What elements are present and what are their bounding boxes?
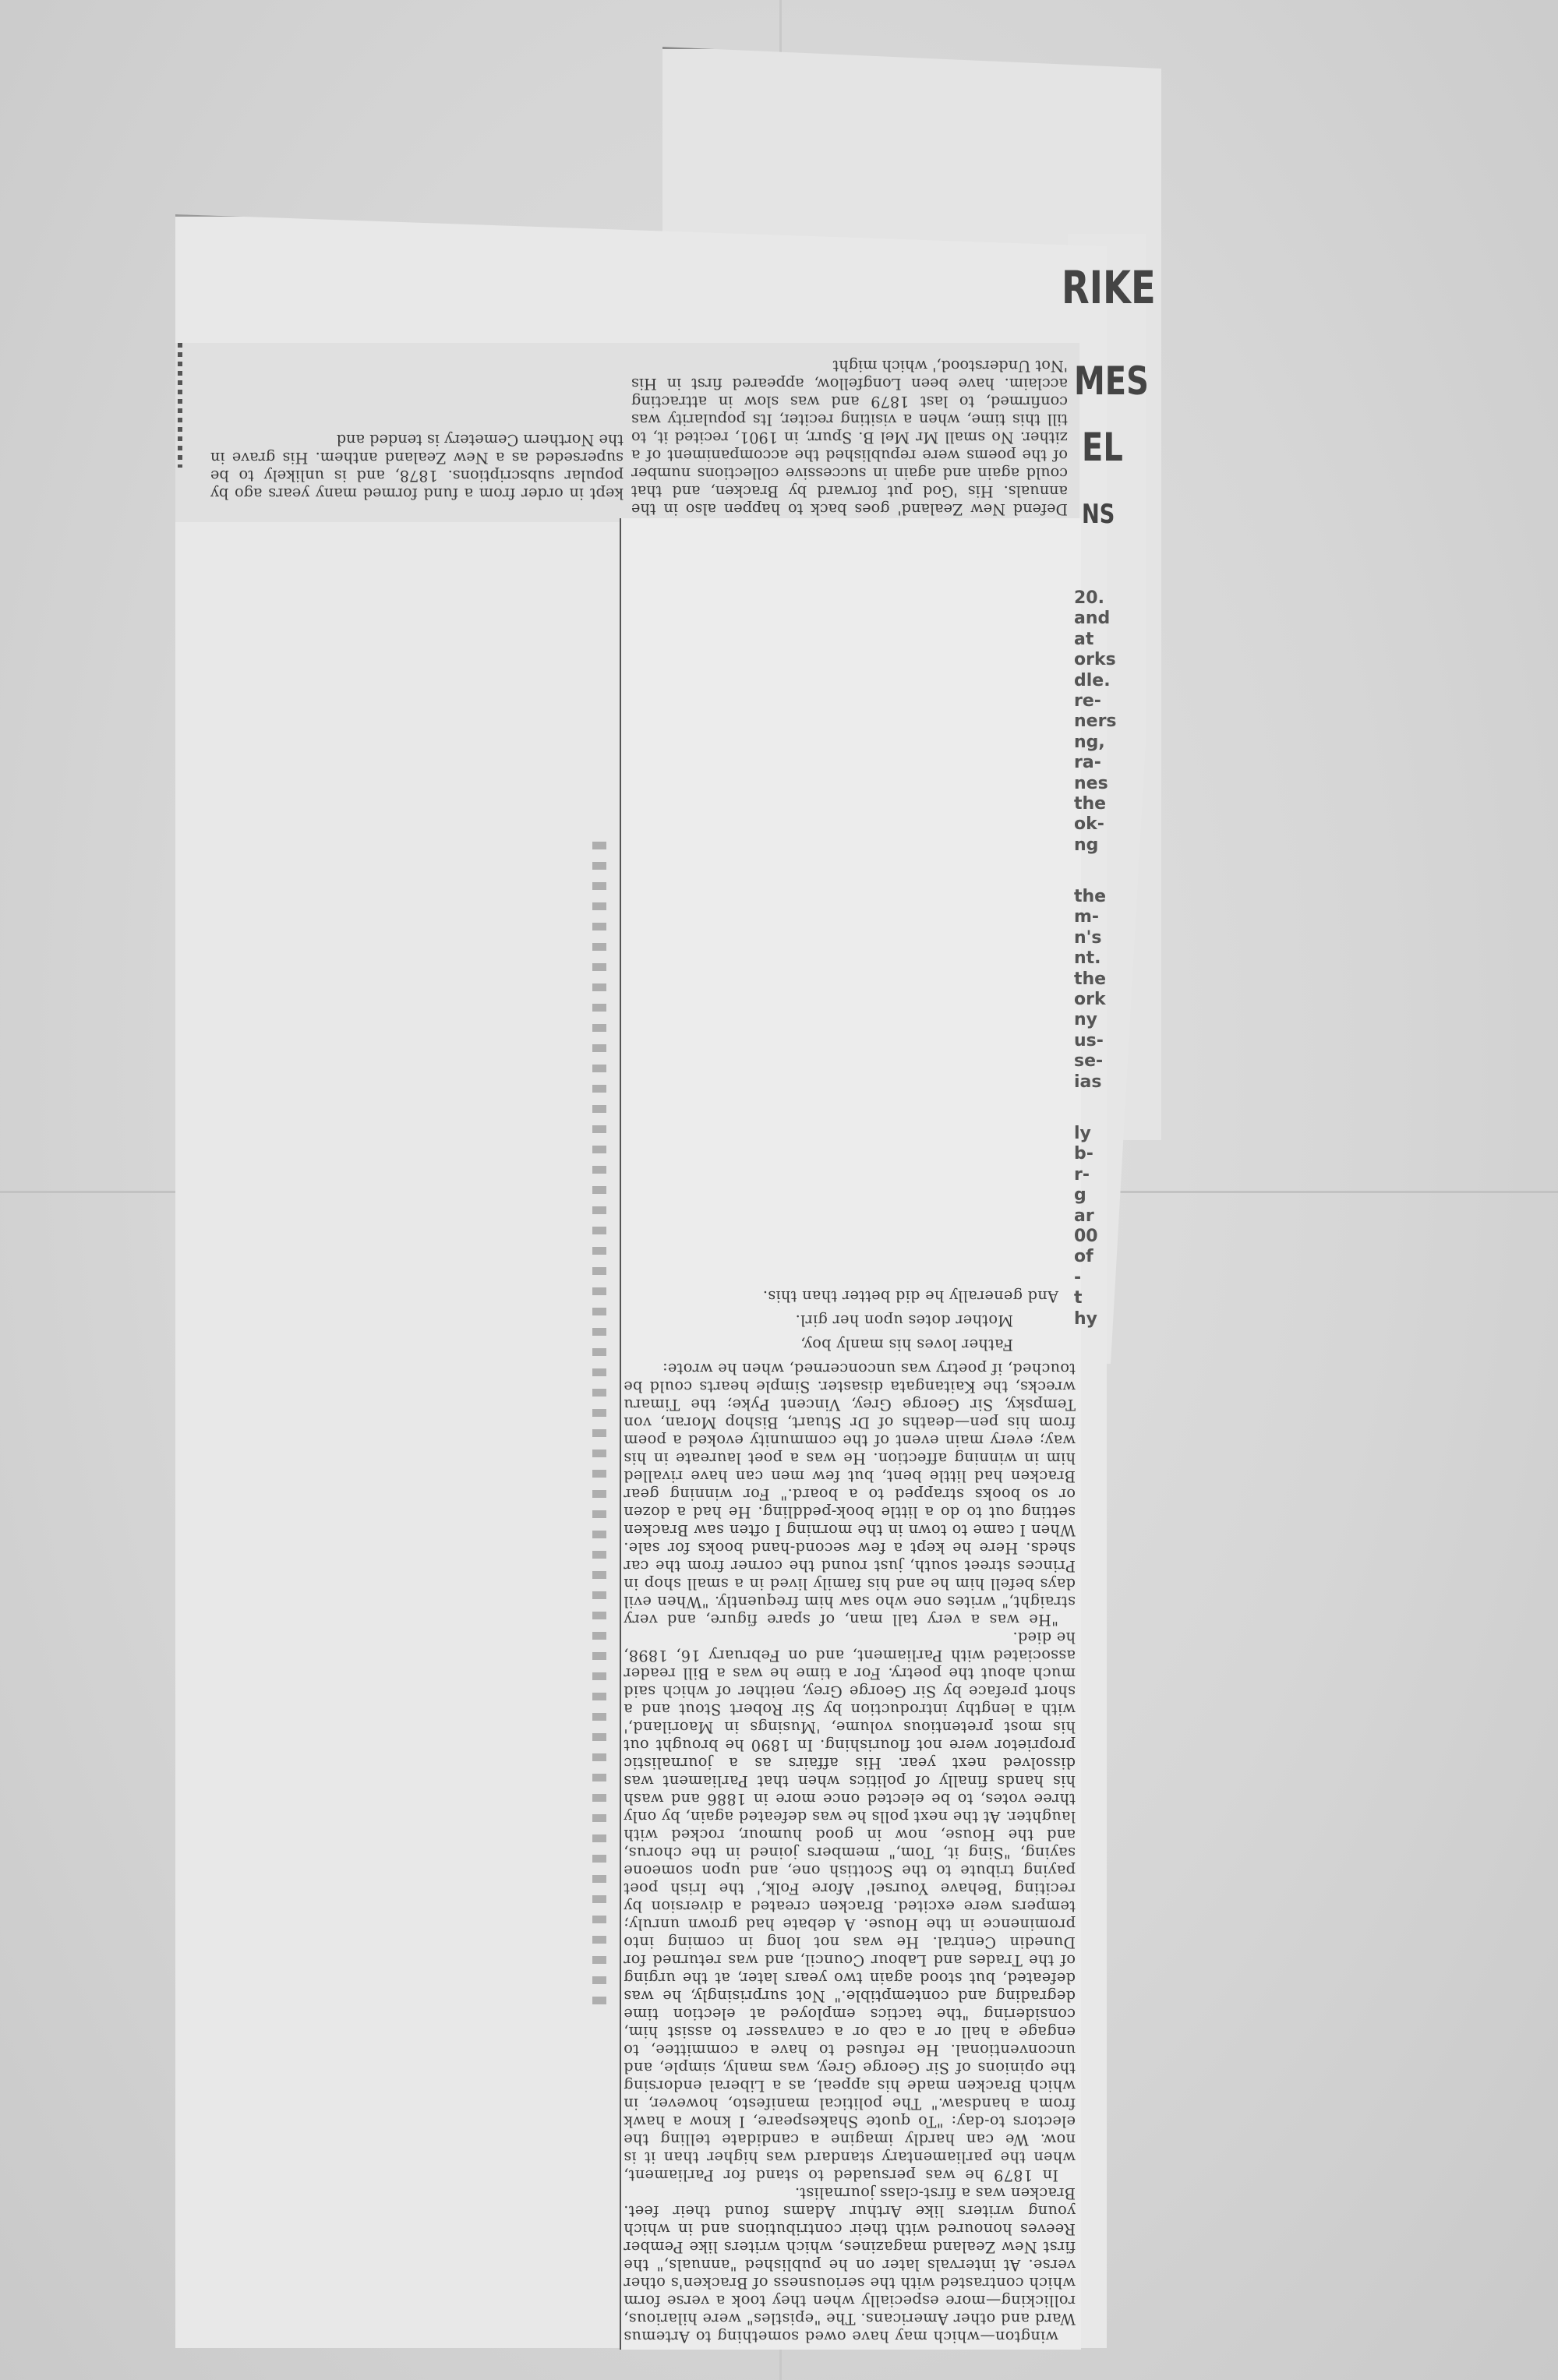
headline-fragment-ns: NS [1082, 499, 1115, 530]
headline-fragment-rike: RIKE [1062, 261, 1156, 314]
right-fragment-word: t [1074, 1288, 1083, 1308]
right-fragment-word: nes [1074, 773, 1108, 793]
right-fragment-word: ny [1074, 1010, 1098, 1030]
right-fragment-word: and [1074, 609, 1111, 629]
torn-edge-mark [592, 842, 606, 2011]
right-fragment-word: orks [1074, 650, 1116, 670]
article-paragraph: wington—which may have owed something to Artemus Ward and other Americans. The "epistles" were hilarious, rollicking—more especially when they took a verse form which contrasted with the seriousness of Bracken's other verse. At intervals later on he published "annuals," the first New Zealand magazines, which writers like Pember Reeves honoured with their contributions and in which young writers like Arthur Adams found their feet. Bracken was a first-class journalist. [624, 2184, 1076, 2346]
right-fragment-word: of [1074, 1247, 1093, 1267]
right-fragment-word: ng [1074, 835, 1099, 855]
right-fragment-word: - [1074, 1267, 1082, 1287]
right-fragment-word: ly [1074, 1123, 1091, 1143]
right-fragment-word: se- [1074, 1051, 1104, 1072]
headline-fragment-el: EL [1082, 425, 1123, 470]
right-fragment-word: at [1074, 629, 1094, 649]
right-fragment-word: b- [1074, 1144, 1093, 1164]
right-column-fragments [1074, 588, 1129, 1329]
right-fragment-word: the [1074, 969, 1107, 989]
right-fragment-word: ias [1074, 1072, 1102, 1092]
right-fragment-word: ork [1074, 990, 1106, 1010]
right-fragment-word: g [1074, 1185, 1086, 1206]
right-fragment-word: hy [1074, 1308, 1098, 1329]
right-fragment-word: 20. [1074, 588, 1104, 608]
right-fragment-word: dle. [1074, 670, 1111, 690]
right-fragment-word: n's [1074, 927, 1102, 948]
right-fragment-word: the [1074, 887, 1107, 907]
right-fragment-word: re- [1074, 690, 1101, 711]
right-fragment-word: ok- [1074, 814, 1104, 835]
clipping-upper-column-text: Defend New Zealand' goes back to happen also in the annuals. His 'God put forward by Bracken, and that could again and again in successive collections number of the poems were republished the accompaniment of a zither. No small Mr Mel B. Spurr, in 1901, recited it, to till this time, when a visiting reciter, Its popularity was confirmed, to last 1879 and was slow in attracting acclaim. have been Longfellow, appeared first in His 'Not Understood,' which might [631, 357, 1068, 518]
article-paragraph: And generally he did better than this. [762, 1287, 1058, 1305]
poem-line: Mother dotes upon her girl. [795, 1312, 1013, 1329]
clipping-top-text: kept in order from a fund formed many years ago by popular subscriptions. 1878, and is unlikely to be superseded as a New Zealand anthem. His grave in the Northern Cemetery is tended and [210, 431, 624, 503]
right-fragment-word: us- [1074, 1030, 1104, 1051]
right-fragment-word: ar [1074, 1206, 1094, 1226]
article-paragraph: In 1879 he was persuaded to stand for Parliament, when the parliamentary standard was higher than it is now. We can hardly imagine a candidate telling the electors to-day: "To quote Shakespeare, I know a hawk from a handsaw." The political manifesto, however, in which Bracken made his appeal, as a Liberal endorsing the opinions of Sir George Grey, was manly, simple, and unconventional. He refused to have a committee, to engage a hall or a cab or a canvasser to assist him, considering "the tactics employed at election time degrading and contemptible." Not surprisingly, he was defeated, but stood again two years later, at the urging of the Trades and Labour Council, and was returned for Dunedin Central. He was not long in coming into prominence in the House. A debate had grown unruly; tempers were excited. Bracken created a diversion by reciting 'Behave Yoursel' Afore Folk,' the Irish poet paying tribute to the Scottish one, and upon someone saying, "Sing it, Tom," members joined in the chorus, and the House, now in good humour, rocked with laughter. At the next polls he was defeated again, by only three votes, to be elected once more in 1886 and wash his hands finally of politics when that Parliament was dissolved next year. His affairs as a journalistic proprietor were not flourishing. In 1890 he brought out his most pretentious volume, 'Musings in Maoriland,' with a lengthy introduction by Sir Robert Stout and a short preface by Sir George Grey, neither of which said much about the poetry. For a time he was a Bill reader associated with Parliament, and on February 16, 1898, he died. [624, 1629, 1076, 2184]
headline-fragment-mes: MES [1074, 358, 1149, 404]
article-paragraph: "He was a very tall man, of spare figure, and very straight," writes one who saw him frequently. "When evil days befell him he and his family lived in a small shop in Princes street south, just round the corner from the car sheds. Here he kept a few second-hand books for sale. When I came to town in the morning I often saw Bracken setting out to do a little book-peddling. He had a dozen or so books strapped to a board." For winning gear Bracken had little bent, but few men can have rivalled him in winning affection. He was a poet laureate in his way; every main event of the community evoked a poem from his pen—deaths of Dr Stuart, Bishop Moran, von Tempsky, Sir George Grey, Vincent Pyke; the Timaru wrecks, the Kaitangata disaster. Simple hearts could be touched, if poetry was unconcerned, when he wrote: [624, 1360, 1076, 1629]
poem-line: Father loves his manly boy, [800, 1336, 1013, 1354]
right-fragment-word: ng, [1074, 732, 1105, 752]
right-fragment-word: nt. [1074, 948, 1101, 969]
right-fragment-word: r- [1074, 1164, 1090, 1185]
right-fragment-word: 00 [1074, 1226, 1098, 1246]
clipping-edge-mark [178, 343, 182, 468]
right-fragment-word: ra- [1074, 753, 1101, 773]
right-fragment-word: m- [1074, 907, 1100, 927]
right-fragment-word: ners [1074, 712, 1117, 732]
right-fragment-word: the [1074, 793, 1107, 814]
article-column-text [624, 538, 1076, 2346]
